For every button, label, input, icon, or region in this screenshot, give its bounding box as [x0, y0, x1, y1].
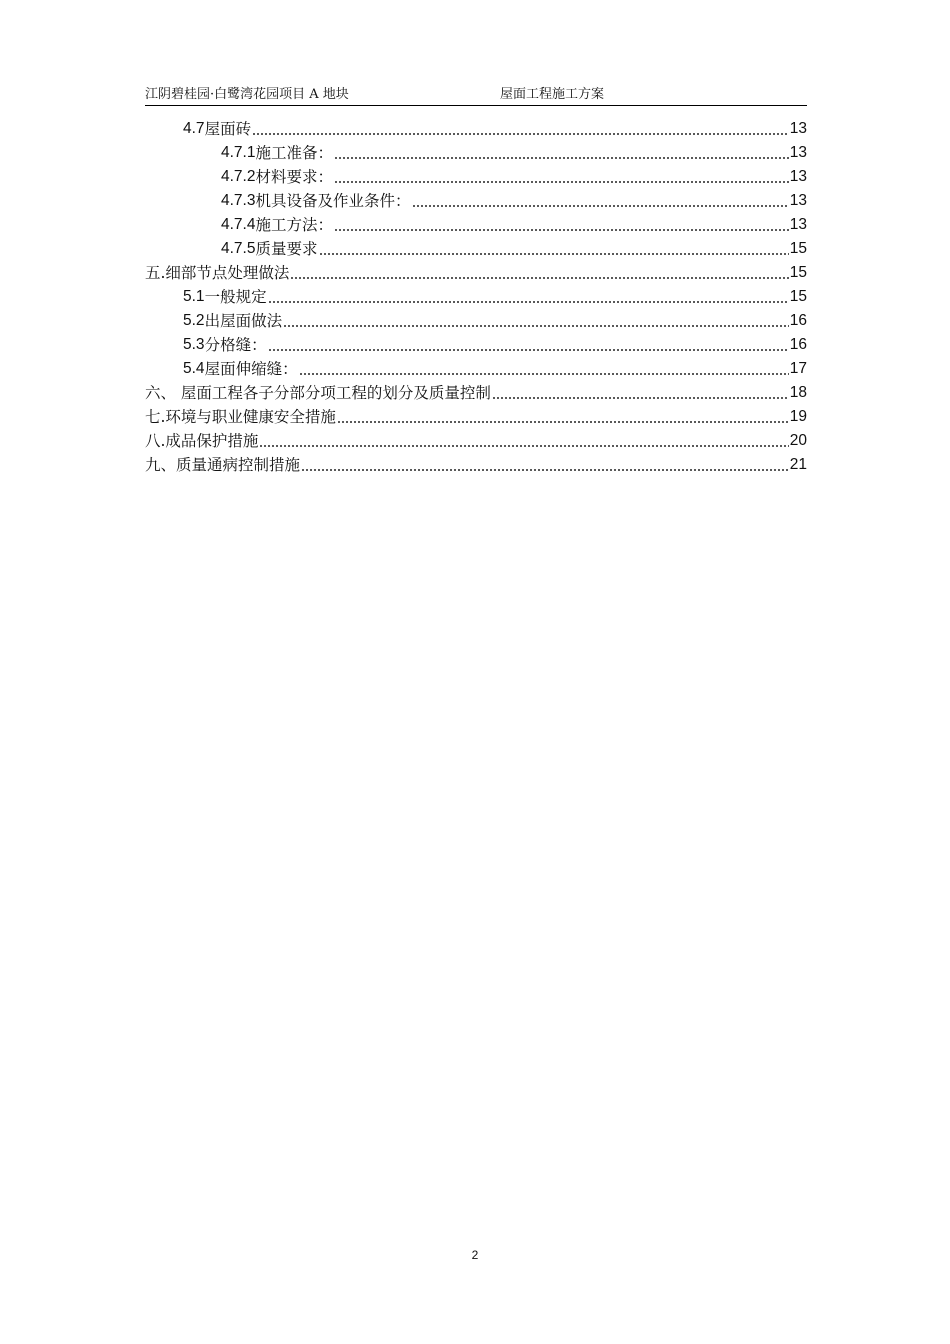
- toc-entry-title: 六、 屋面工程各子分部分项工程的划分及质量控制: [145, 384, 491, 402]
- toc-entry-title: 质量要求: [255, 240, 318, 258]
- toc-entry-page-number: 16: [789, 336, 807, 353]
- toc-dot-leader: [334, 181, 789, 183]
- toc-dot-leader: [283, 325, 789, 327]
- toc-entry-number: 4.7.1: [221, 144, 256, 161]
- page-number: 2: [471, 1248, 479, 1262]
- toc-entry[interactable]: [145, 332, 807, 356]
- toc-entry[interactable]: [145, 380, 807, 404]
- toc-dot-leader: [319, 253, 789, 255]
- toc-dot-leader: [299, 373, 789, 375]
- toc-entry-number: 5.3: [183, 336, 205, 353]
- toc-entry-page-number: 13: [789, 120, 807, 137]
- toc-entry[interactable]: [145, 188, 807, 212]
- toc-entry[interactable]: [145, 212, 807, 236]
- toc-entry[interactable]: [145, 260, 807, 284]
- toc-entry-title: 一般规定: [204, 288, 267, 306]
- toc-entry[interactable]: [145, 236, 807, 260]
- toc-entry-number: 4.7.4: [221, 216, 256, 233]
- toc-entry-title: 五.细部节点处理做法: [145, 264, 290, 282]
- toc-entry-number: 4.7.3: [221, 192, 256, 209]
- toc-dot-leader: [252, 133, 789, 135]
- toc-dot-leader: [492, 397, 789, 399]
- header-document-title: 屋面工程施工方案: [500, 87, 605, 102]
- toc-entry-page-number: 13: [789, 168, 807, 185]
- toc-entry[interactable]: [145, 140, 807, 164]
- toc-entry-page-number: 21: [789, 456, 807, 473]
- toc-entry[interactable]: [145, 356, 807, 380]
- toc-entry-title: 材料要求：: [255, 168, 333, 186]
- toc-entry-number: 5.4: [183, 360, 205, 377]
- toc-entry[interactable]: [145, 308, 807, 332]
- toc-entry-number: 4.7.2: [221, 168, 256, 185]
- toc-entry-page-number: 15: [789, 240, 807, 257]
- toc-entry[interactable]: [145, 284, 807, 308]
- toc-entry-title: 出屋面做法: [204, 312, 283, 330]
- toc-entry-title: 分格缝：: [204, 336, 267, 354]
- toc-dot-leader: [301, 469, 789, 471]
- header-divider: [145, 105, 807, 106]
- toc-entry[interactable]: [145, 164, 807, 188]
- toc-entry-page-number: 16: [789, 312, 807, 329]
- toc-entry[interactable]: [145, 404, 807, 428]
- toc-entry-page-number: 13: [789, 144, 807, 161]
- toc-entry-page-number: 19: [789, 408, 807, 425]
- table-of-contents: [145, 116, 807, 476]
- header-project-name: 江阴碧桂园·白鹭湾花园项目 A 地块: [145, 87, 349, 102]
- toc-dot-leader: [259, 445, 788, 447]
- toc-entry[interactable]: [145, 428, 807, 452]
- toc-entry-page-number: 15: [789, 264, 807, 281]
- toc-dot-leader: [268, 301, 789, 303]
- page-header: [145, 86, 807, 104]
- toc-entry-page-number: 18: [789, 384, 807, 401]
- toc-dot-leader: [268, 349, 789, 351]
- toc-entry-title: 施工方法：: [255, 216, 333, 234]
- toc-entry-number: 5.1: [183, 288, 205, 305]
- toc-entry-title: 七.环境与职业健康安全措施: [145, 408, 336, 426]
- toc-entry[interactable]: [145, 452, 807, 476]
- toc-dot-leader: [334, 157, 789, 159]
- toc-entry-title: 屋面砖: [204, 120, 252, 138]
- toc-entry-page-number: 20: [789, 432, 807, 449]
- toc-entry-page-number: 13: [789, 216, 807, 233]
- toc-entry-page-number: 13: [789, 192, 807, 209]
- toc-dot-leader: [337, 421, 789, 423]
- toc-dot-leader: [334, 229, 789, 231]
- toc-dot-leader: [290, 277, 788, 279]
- toc-entry-number: 5.2: [183, 312, 205, 329]
- toc-entry-page-number: 15: [789, 288, 807, 305]
- toc-entry-title: 施工准备：: [255, 144, 333, 162]
- toc-entry-number: 4.7.5: [221, 240, 256, 257]
- toc-entry-title: 八.成品保护措施: [145, 432, 259, 450]
- toc-entry-page-number: 17: [789, 360, 807, 377]
- toc-entry-title: 屋面伸缩缝：: [204, 360, 298, 378]
- toc-dot-leader: [412, 205, 789, 207]
- toc-entry-title: 九、质量通病控制措施: [145, 456, 301, 474]
- toc-entry[interactable]: [145, 116, 807, 140]
- toc-entry-title: 机具设备及作业条件：: [255, 192, 411, 210]
- toc-entry-number: 4.7: [183, 120, 205, 137]
